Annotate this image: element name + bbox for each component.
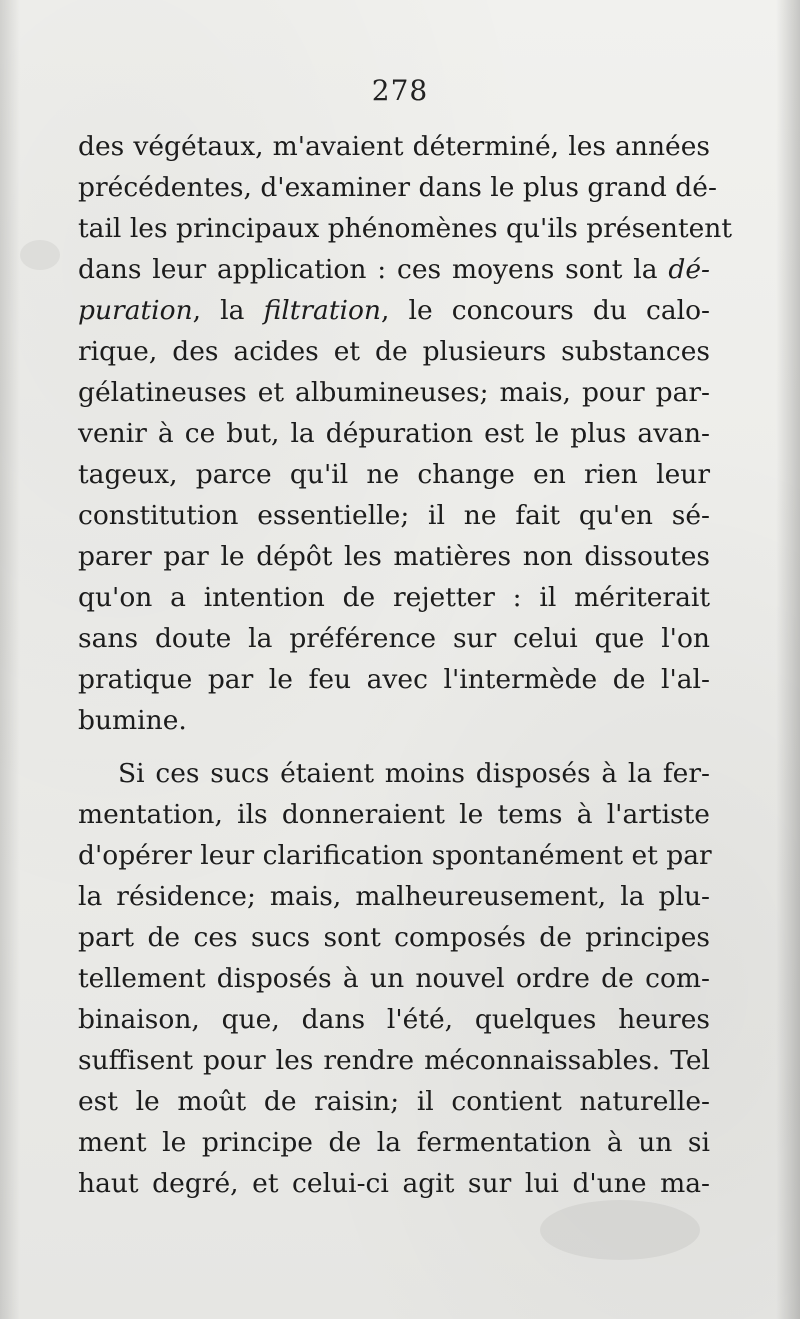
page-shadow-right — [776, 0, 800, 1319]
text-line: bumine. — [78, 705, 187, 736]
paper-stain — [540, 1200, 700, 1260]
paragraph-1 — [78, 126, 733, 741]
text-line: qu'on a intention de rejetter : il mériterait — [78, 582, 710, 613]
body-text — [78, 126, 733, 1204]
text-line: parer par le dépôt les matières non dissoutes — [78, 541, 710, 572]
text-line: est le moût de raisin; il contient naturelle- — [78, 1086, 710, 1117]
text-line: binaison, que, dans l'été, quelques heures — [78, 1004, 710, 1035]
paragraph-spacer — [78, 741, 710, 753]
page-number: 278 — [371, 74, 429, 107]
text-line: gélatineuses et albumineuses; mais, pour par- — [78, 377, 710, 408]
text-line: tellement disposés à un nouvel ordre de com- — [78, 963, 710, 994]
text-line: sans doute la préférence sur celui que l'on — [78, 623, 710, 654]
text-line: tageux, parce qu'il ne change en rien leur — [78, 459, 710, 490]
text-line: pratique par le feu avec l'intermède de l'al- — [78, 664, 710, 695]
italic-term: puration — [78, 295, 193, 326]
text-line: dans leur application : ces moyens sont la dé- — [78, 254, 710, 285]
text-line: part de ces sucs sont composés de principes — [78, 922, 710, 953]
paper-stain — [20, 240, 60, 270]
page-shadow-left — [0, 0, 20, 1319]
text-line: la résidence; mais, malheureusement, la plu- — [78, 881, 710, 912]
text-line: haut degré, et celui-ci agit sur lui d'une ma- — [78, 1168, 710, 1199]
text-line: rique, des acides et de plusieurs substances — [78, 336, 710, 367]
text-line: constitution essentielle; il ne fait qu'en sé- — [78, 500, 710, 531]
text-line: précédentes, d'examiner dans le plus grand dé- — [78, 172, 717, 203]
italic-term: dé- — [668, 254, 710, 285]
italic-term: filtration — [263, 295, 381, 326]
text-line: des végétaux, m'avaient déterminé, les années — [78, 131, 710, 162]
text-line: mentation, ils donneraient le tems à l'artiste — [78, 799, 710, 830]
paragraph-2 — [78, 753, 710, 1204]
text-line: ment le principe de la fermentation à un si — [78, 1127, 710, 1158]
text-line: Si ces sucs étaient moins disposés à la fer- — [118, 758, 710, 789]
text-line: d'opérer leur clarification spontanément et par — [78, 840, 712, 871]
text-line: puration, la filtration, le concours du calo- — [78, 295, 711, 326]
text-line: tail les principaux phénomènes qu'ils présentent — [78, 213, 733, 244]
text-line: venir à ce but, la dépuration est le plus avan- — [78, 418, 710, 449]
text-line: suffisent pour les rendre méconnaissables. Tel — [78, 1045, 710, 1076]
